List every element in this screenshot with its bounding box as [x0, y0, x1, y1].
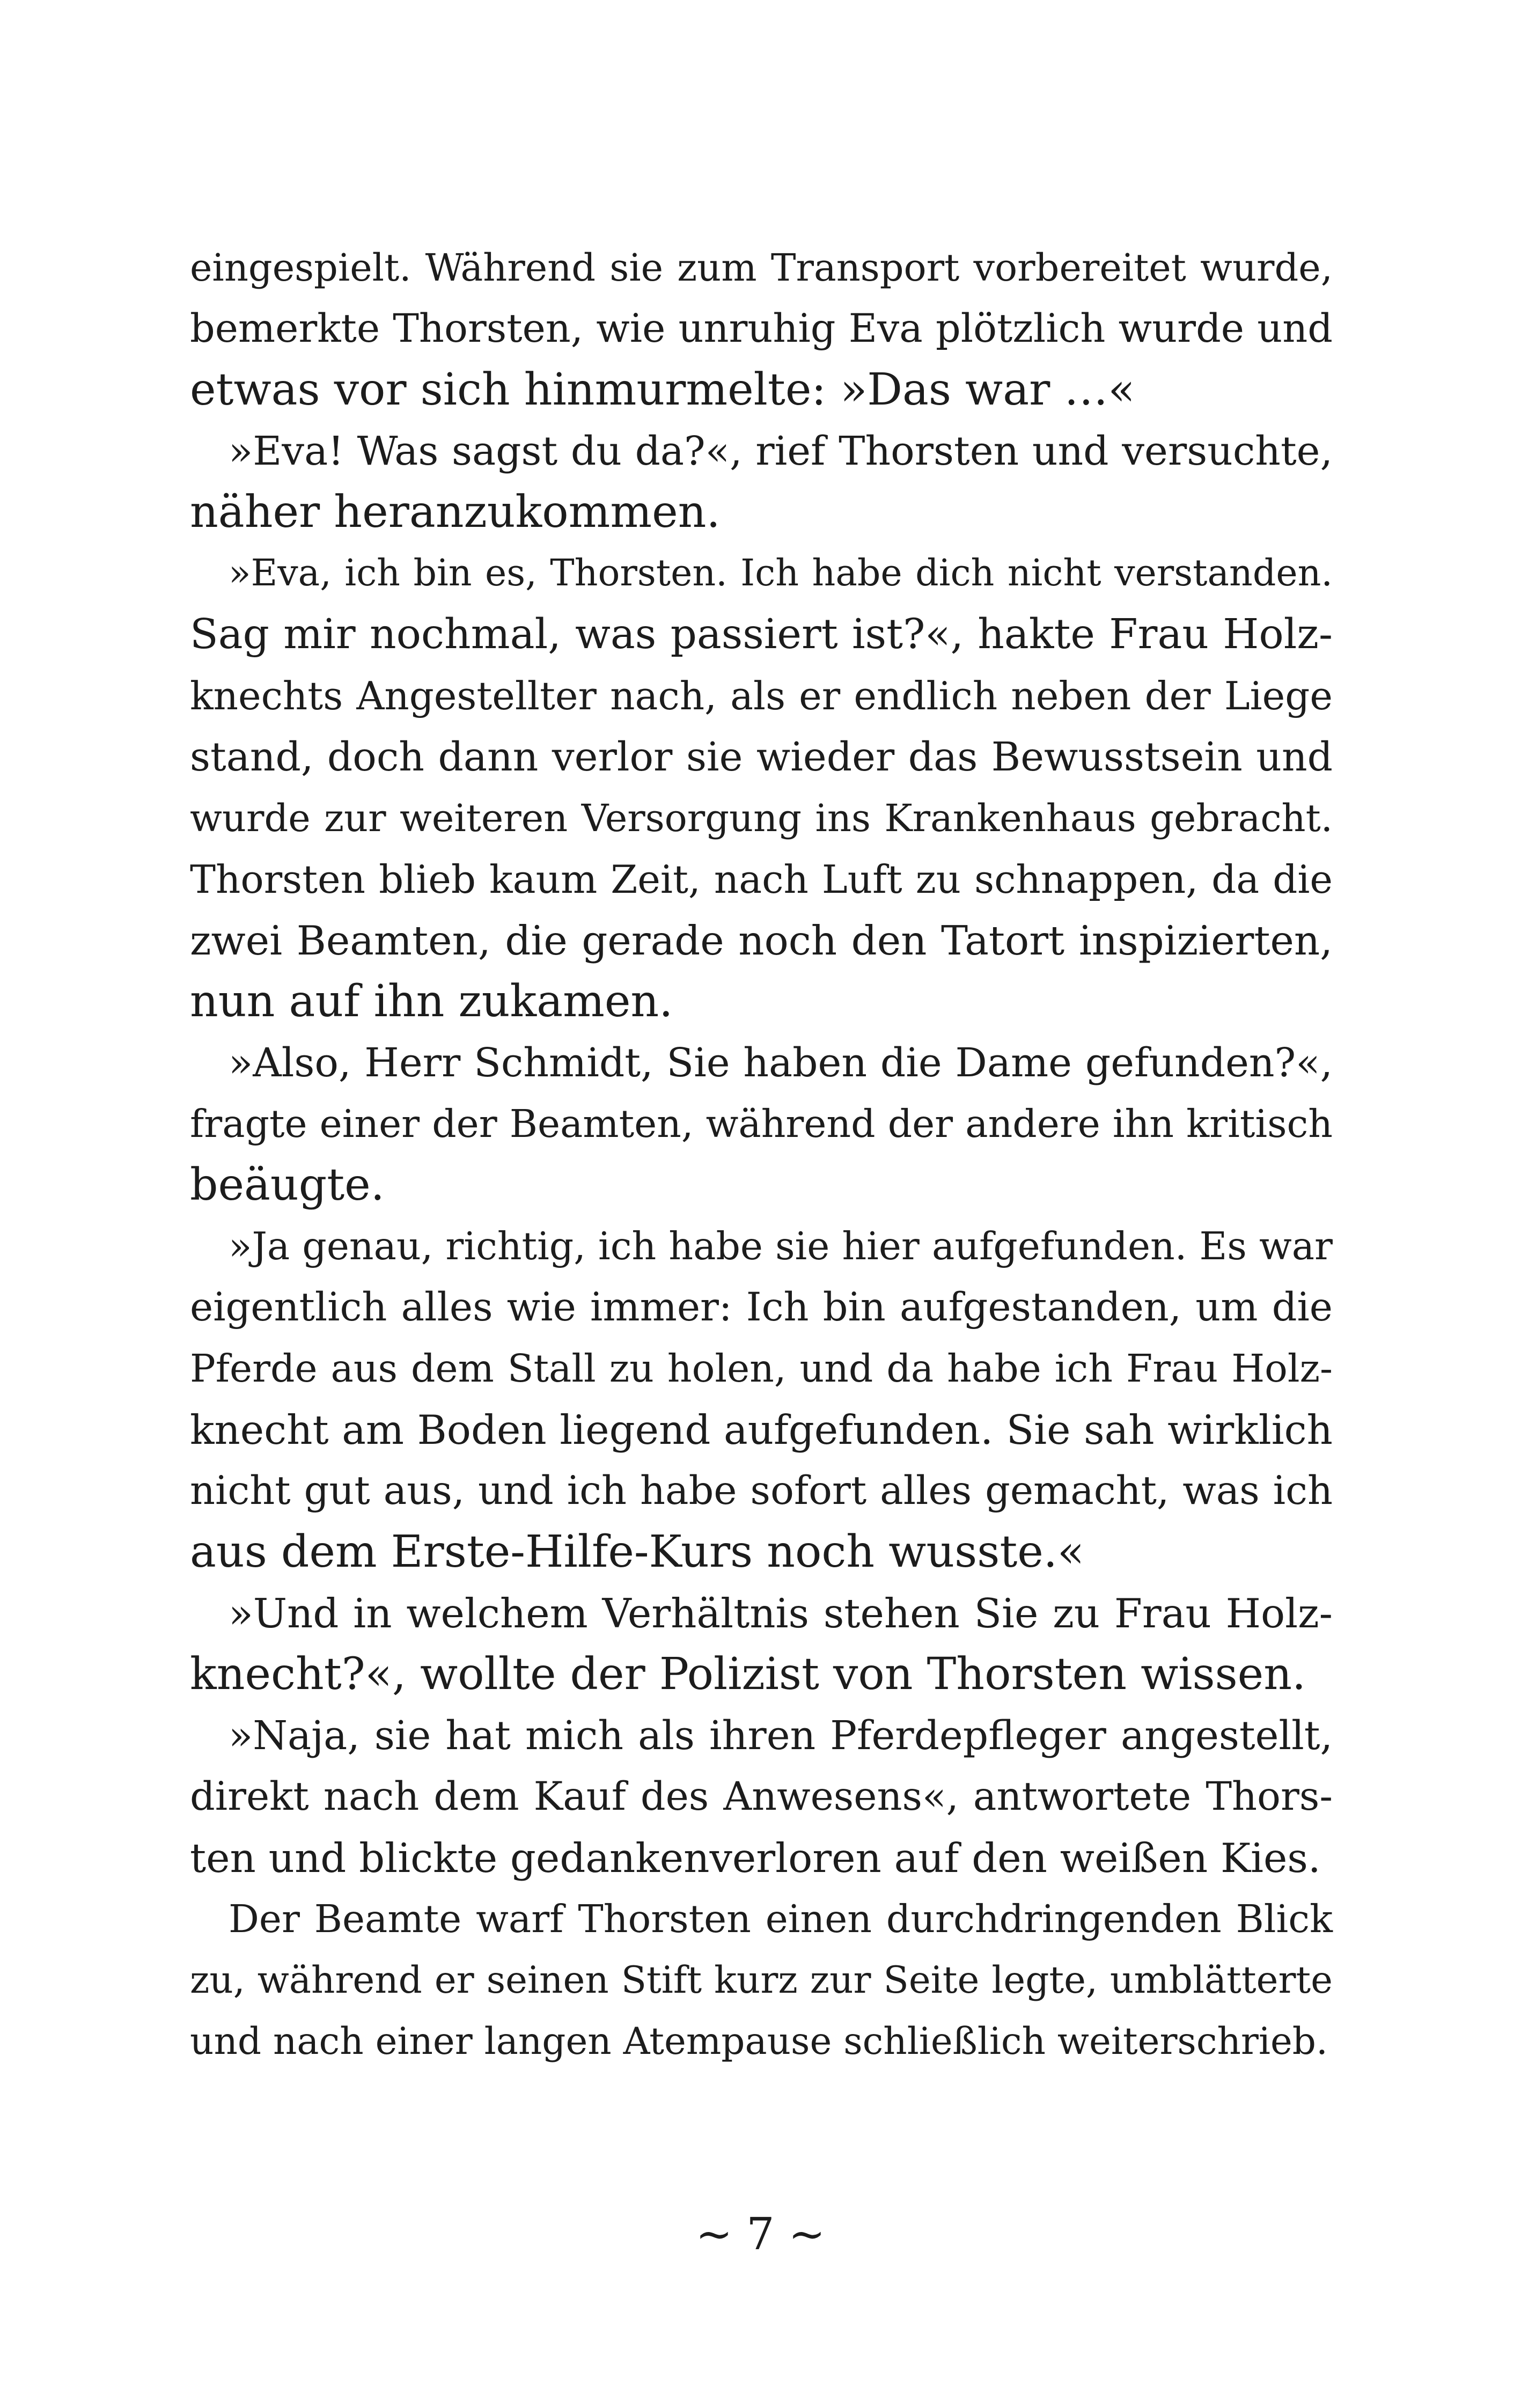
text-line: fragte einer der Beamten, während der andere ihn kritisch	[190, 1102, 1333, 1146]
text-line: Pferde aus dem Stall zu holen, und da habe ich Frau Holz-	[190, 1346, 1333, 1391]
text-line: knechts Angestellter nach, als er endlich neben der Liege	[190, 673, 1333, 718]
text-line: näher heranzukommen.	[190, 487, 721, 538]
text-line: und nach einer langen Atempause schließlich weiterschrieb.	[190, 2020, 1328, 2063]
text-line: direkt nach dem Kauf des Anwesens«, antwortete Thors-	[190, 1774, 1333, 1819]
body-text	[190, 237, 1333, 2072]
text-line: zwei Beamten, die gerade noch den Tatort inspizierten,	[190, 917, 1333, 964]
text-line: beäugte.	[190, 1159, 385, 1210]
text-line: etwas vor sich hinmurmelte: »Das war …«	[190, 364, 1135, 415]
text-line: ten und blickte gedankenverloren auf den weißen Kies.	[190, 1834, 1321, 1882]
text-line: »Also, Herr Schmidt, Sie haben die Dame gefunden?«,	[229, 1040, 1333, 1086]
text-line: nicht gut aus, und ich habe sofort alles gemacht, was ich	[190, 1468, 1333, 1514]
text-line: nun auf ihn zukamen.	[190, 976, 673, 1027]
text-line: bemerkte Thorsten, wie unruhig Eva plötzlich wurde und	[190, 306, 1333, 351]
text-line: knecht?«, wollte der Polizist von Thorsten wissen.	[190, 1649, 1306, 1700]
text-line: stand, doch dann verlor sie wieder das Bewusstsein und	[190, 734, 1333, 780]
page-number: ~ 7 ~	[695, 2209, 826, 2260]
text-line: Thorsten blieb kaum Zeit, nach Luft zu schnappen, da die	[190, 857, 1333, 902]
text-line: eingespielt. Während sie zum Transport vorbereitet wurde,	[190, 246, 1333, 290]
text-line: knecht am Boden liegend aufgefunden. Sie sah wirklich	[190, 1406, 1333, 1453]
text-line: Der Beamte warf Thorsten einen durchdringenden Blick	[229, 1897, 1333, 1941]
text-line: zu, während er seinen Stift kurz zur Seite legte, umblätterte	[190, 1959, 1333, 2002]
text-line: aus dem Erste-Hilfe-Kurs noch wusste.«	[190, 1526, 1085, 1577]
text-line: »Eva! Was sagst du da?«, rief Thorsten und versuchte,	[229, 428, 1333, 474]
text-line: eigentlich alles wie immer: Ich bin aufgestanden, um die	[190, 1284, 1333, 1330]
text-line: Sag mir nochmal, was passiert ist?«, hakte Frau Holz-	[190, 611, 1333, 658]
text-line: »Ja genau, richtig, ich habe sie hier aufgefunden. Es war	[229, 1224, 1333, 1268]
text-line: »Naja, sie hat mich als ihren Pferdepfleger angestellt,	[229, 1713, 1333, 1759]
text-line: »Eva, ich bin es, Thorsten. Ich habe dich nicht verstanden.	[229, 552, 1333, 594]
text-line: wurde zur weiteren Versorgung ins Krankenhaus gebracht.	[190, 796, 1333, 840]
text-line: »Und in welchem Verhältnis stehen Sie zu Frau Holz-	[229, 1590, 1333, 1637]
